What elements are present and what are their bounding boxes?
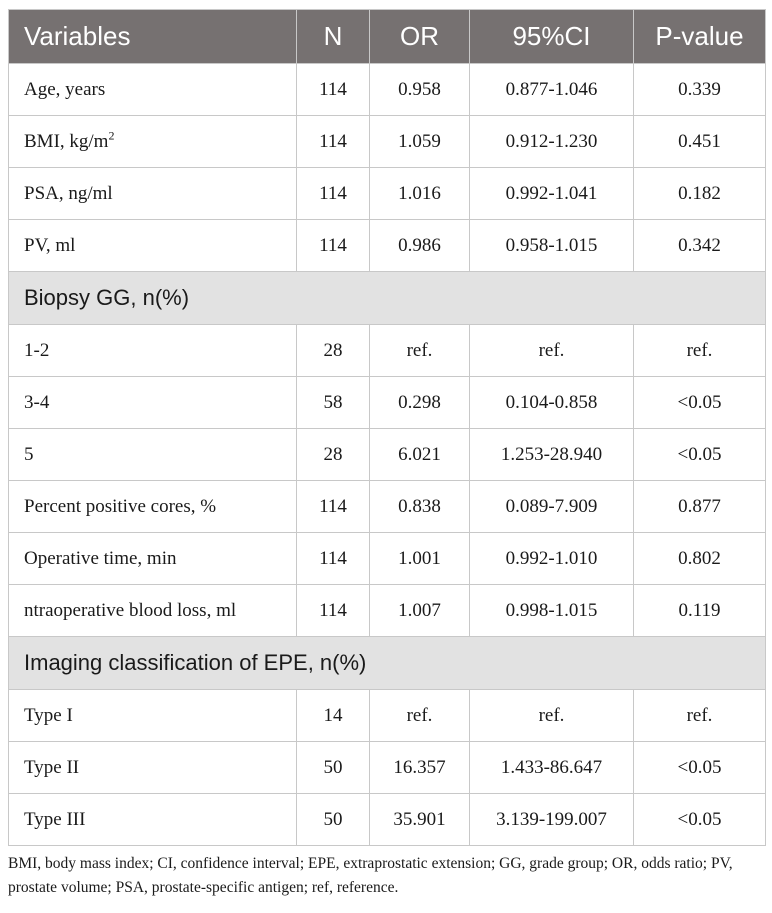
row-or: 0.986 (370, 220, 470, 272)
table-row (9, 429, 766, 481)
row-n: 114 (297, 220, 370, 272)
row-p-value: <0.05 (634, 742, 766, 794)
row-ci: 0.089-7.909 (470, 481, 634, 533)
row-n: 114 (297, 116, 370, 168)
table-row (9, 794, 766, 846)
table-row (9, 742, 766, 794)
row-ci: 0.877-1.046 (470, 64, 634, 116)
row-variable: ntraoperative blood loss, ml (9, 585, 297, 637)
header-ci: 95%CI (470, 10, 634, 64)
table-row (9, 585, 766, 637)
row-variable (9, 116, 297, 168)
row-or: ref. (370, 325, 470, 377)
table-row (9, 220, 766, 272)
section-title-imaging: Imaging classification of EPE, n(%) (9, 637, 766, 690)
row-n: 58 (297, 377, 370, 429)
row-p-value: <0.05 (634, 377, 766, 429)
row-ci: 1.253-28.940 (470, 429, 634, 481)
row-variable: Type III (9, 794, 297, 846)
row-n: 114 (297, 168, 370, 220)
table-footnote: BMI, body mass index; CI, confidence interval; EPE, extraprostatic extension; GG, grade group; OR, odds ratio; PV, prostate volume; PSA, prostate-specific antigen; ref, reference. (8, 855, 733, 896)
row-variable: Percent positive cores, % (9, 481, 297, 533)
row-n: 114 (297, 481, 370, 533)
table-row (9, 116, 766, 168)
row-variable: Type II (9, 742, 297, 794)
row-n: 28 (297, 325, 370, 377)
row-n: 50 (297, 742, 370, 794)
row-or: 1.059 (370, 116, 470, 168)
row-p-value: <0.05 (634, 429, 766, 481)
row-or: 0.298 (370, 377, 470, 429)
row-p-value: 0.339 (634, 64, 766, 116)
section-header-imaging (9, 637, 766, 690)
row-or: 0.838 (370, 481, 470, 533)
regression-table-container (8, 9, 765, 846)
row-n: 114 (297, 533, 370, 585)
row-variable: PSA, ng/ml (9, 168, 297, 220)
table-row (9, 325, 766, 377)
row-p-value: <0.05 (634, 794, 766, 846)
section-header-biopsy (9, 272, 766, 325)
row-or: 6.021 (370, 429, 470, 481)
row-n: 28 (297, 429, 370, 481)
header-variables: Variables (9, 10, 297, 64)
regression-table (8, 9, 766, 846)
row-or: 16.357 (370, 742, 470, 794)
row-variable: Age, years (9, 64, 297, 116)
table-row (9, 377, 766, 429)
row-p-value: 0.451 (634, 116, 766, 168)
row-or: 1.016 (370, 168, 470, 220)
row-ci: 0.104-0.858 (470, 377, 634, 429)
header-or: OR (370, 10, 470, 64)
row-p-value: 0.802 (634, 533, 766, 585)
header-n: N (297, 10, 370, 64)
row-ci: ref. (470, 690, 634, 742)
header-p-value: P-value (634, 10, 766, 64)
row-ci: 0.992-1.041 (470, 168, 634, 220)
header-row (9, 10, 766, 64)
table-row (9, 168, 766, 220)
row-variable: 5 (9, 429, 297, 481)
row-ci: 0.912-1.230 (470, 116, 634, 168)
row-ci: 3.139-199.007 (470, 794, 634, 846)
table-row (9, 481, 766, 533)
row-n: 114 (297, 64, 370, 116)
row-n: 114 (297, 585, 370, 637)
row-p-value: 0.119 (634, 585, 766, 637)
row-ci: ref. (470, 325, 634, 377)
row-or: 1.001 (370, 533, 470, 585)
section-title-biopsy: Biopsy GG, n(%) (9, 272, 766, 325)
row-variable-text: BMI, kg/m (24, 130, 109, 152)
row-p-value: ref. (634, 325, 766, 377)
row-or: 0.958 (370, 64, 470, 116)
table-header (9, 10, 766, 64)
row-ci: 0.958-1.015 (470, 220, 634, 272)
row-n: 50 (297, 794, 370, 846)
row-variable: 1-2 (9, 325, 297, 377)
row-or: ref. (370, 690, 470, 742)
row-ci: 0.998-1.015 (470, 585, 634, 637)
table-row (9, 690, 766, 742)
row-n: 14 (297, 690, 370, 742)
row-or: 1.007 (370, 585, 470, 637)
row-variable: Type I (9, 690, 297, 742)
row-ci: 1.433-86.647 (470, 742, 634, 794)
row-ci: 0.992-1.010 (470, 533, 634, 585)
table-row (9, 64, 766, 116)
row-variable: 3-4 (9, 377, 297, 429)
row-variable-superscript: 2 (108, 128, 115, 143)
row-p-value: 0.182 (634, 168, 766, 220)
row-or: 35.901 (370, 794, 470, 846)
row-p-value: ref. (634, 690, 766, 742)
row-p-value: 0.877 (634, 481, 766, 533)
table-body (9, 64, 766, 846)
table-row (9, 533, 766, 585)
row-p-value: 0.342 (634, 220, 766, 272)
row-variable: PV, ml (9, 220, 297, 272)
row-variable: Operative time, min (9, 533, 297, 585)
